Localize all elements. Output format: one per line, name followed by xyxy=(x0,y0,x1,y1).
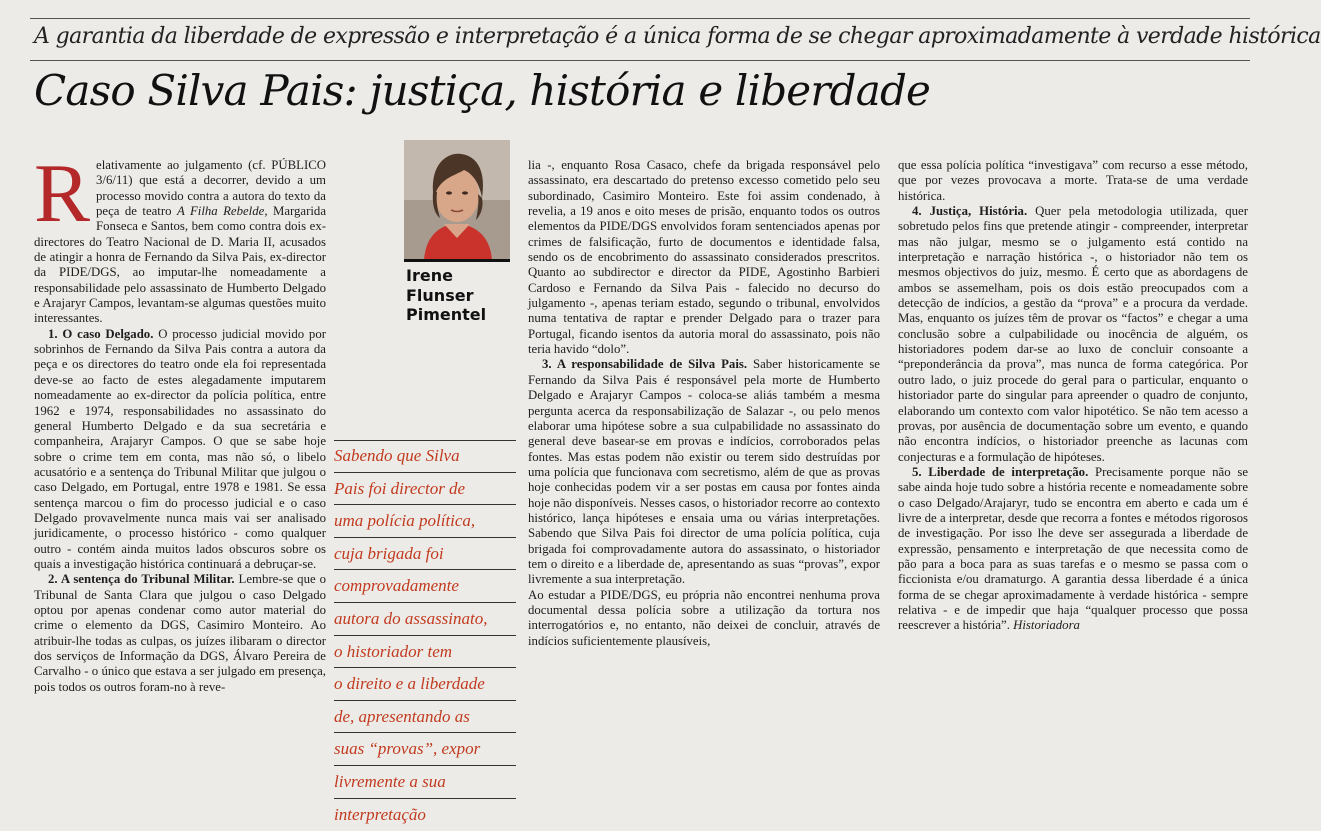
column-2-paragraph-3: Ao estudar a PIDE/DGS, eu própria não encontrei nenhuma prova documental dessa polícia sobre a utilização da tortura nos interrogatórios e, no entanto, não deixei de concluir, através de indícios suficientemente plausíveis, xyxy=(528,587,880,648)
pullquote-line: uma polícia política, xyxy=(334,505,516,538)
pullquote-line: o direito e a liberdade xyxy=(334,668,516,701)
section-1-heading: 1. O caso Delgado. xyxy=(48,326,154,341)
pullquote-line: autora do assassinato, xyxy=(334,603,516,636)
author-byline xyxy=(406,266,516,325)
play-title: A Filha Rebelde xyxy=(176,204,265,219)
dropcap: R xyxy=(34,147,91,240)
pullquote xyxy=(334,440,516,830)
pullquote-line: o historiador tem xyxy=(334,636,516,669)
column-1 xyxy=(34,147,327,694)
section-2-heading: 2. A sentença do Tribunal Militar. xyxy=(48,572,235,587)
photo-rule xyxy=(404,259,510,262)
pullquote-line: Sabendo que Silva xyxy=(334,440,516,473)
author-photo xyxy=(404,140,510,260)
pullquote-line: de, apresentando as xyxy=(334,701,516,734)
section-4-heading: 4. Justiça, História. xyxy=(912,204,1028,219)
pullquote-line: Pais foi director de xyxy=(334,473,516,506)
section-5-heading: 5. Liberdade de interpretação. xyxy=(912,464,1089,479)
column-2 xyxy=(528,158,880,758)
headline: Caso Silva Pais: justiça, história e liberdade xyxy=(34,66,931,115)
section-3-heading: 3. A responsabilidade de Silva Pais. xyxy=(542,357,748,372)
pullquote-line: suas “provas”, expor xyxy=(334,733,516,766)
pullquote-line: cuja brigada foi xyxy=(334,538,516,571)
pullquote-line: comprovadamente xyxy=(334,570,516,603)
author-signoff: Historiadora xyxy=(1013,618,1080,633)
column-3 xyxy=(898,158,1248,758)
section-1: 1. O caso Delgado. O processo judicial movido por sobrinhos de Fernando da Silva Pais contra a autora da peça e os directores do teatro onde ela foi representada deve-se ao facto de estes alegadamente imputarem nomeadamente ao ex-director da polícia política, entre 1962 e 1974, responsabilidades no assassinato do general Humberto Delgado e da sua secretária e companheira, Arajaryr Campos. O que se sabe hoje sobre o crime tem em conta, mas não só, o libelo acusatório e a sentença do Tribunal Militar que julgou o caso Delgado, em Portugal, entre 1978 e 1981. Se essa sentença marcou o fim do processo judicial e o caso Delgado provavelmente nunca mais vai ser analisado juridicamente, o processo histórico - como qualquer outro - contém ainda muitos lados obscuros sobre os quais a investigação histórica continuará a debruçar-se. xyxy=(34,326,326,571)
kicker: A garantia da liberdade de expressão e interpretação é a única forma de se chegar aproximadamente à verdade histórica xyxy=(34,24,1321,49)
column-2-paragraph-1: lia -, enquanto Rosa Casaco, chefe da brigada responsável pelo assassinato, era descartado do pretenso excesso cometido pelo seu subordinado, Casimiro Monteiro. Este foi assim condenado, à revelia, a 19 anos e oito meses de prisão, enquanto todos os outros elementos da PIDE/DGS envolvidos foram sentenciados apenas por crimes de falsificação, furto de documentos e identidade falsa, sendo os de encobrimento do assassinato considerados prescritos. Quanto ao subdirector e director da PIDE, Agostinho Barbieri Cardoso e Fernando da Silva Pais - falecido no decurso do julgamento -, apenas teriam estado, segundo o tribunal, envolvidos numa tentativa de raptar e prender Delgado para o trazer para Portugal, ficando isentos da autoria moral do assassinato, pois não teria havido “dolo”. xyxy=(528,158,880,357)
section-3: 3. A responsabilidade de Silva Pais. Saber historicamente se Fernando da Silva Pais é responsável pela morte de Humberto Delgado e Arajaryr Campos - coloca-se aliás também a mesma pergunta acerca da responsabilização de Salazar -, ou pelo menos elaborar uma hipótese sobre a sua culpabilidade no assassinato do general deve basear-se em provas e indícios, corroborados pelas fontes. Mas estas podem não existir ou terem sido destruídas por uma polícia que funcionava com secretismo, além de que as provas hoje conhecidas podem vir a ser postas em causa por fontes ainda hoje não disponíveis. Nesses casos, o historiador recorre ao contexto histórico, lança hipóteses e ensaia uma ou várias interpretações. Sabendo que Silva Pais foi director de uma polícia política, cuja brigada foi comprovadamente autora do assassinato, o historiador tem o direito e a liberdade de, apresentando as suas “provas”, expor livremente a sua interpretação. xyxy=(528,357,880,587)
intro-paragraph: elativamente ao julgamento (cf. PÚBLICO 3/6/11) que está a decorrer, devido a um processo movido contra a autora do texto da peça de teatro A Filha Rebelde, Margarida Fonseca e Santos, bem como contra dois ex-directores do Teatro Nacional de D. Maria II, acusados de atingir a honra de Fernando da Silva Pais, ex-director da PIDE/DGS, ao imputar-lhe nomeadamente a responsabilidade pelo assassinato de Humberto Delgado e Arajaryr Campos, levantam-se algumas questões muito interessantes. xyxy=(34,158,327,326)
kicker-rule xyxy=(30,60,1250,61)
author-middle-name: Flunser xyxy=(406,285,474,305)
author-first-name: Irene xyxy=(406,266,453,285)
pullquote-line: interpretação xyxy=(334,804,426,824)
column-3-paragraph-1: que essa polícia política “investigava” com recurso a esse método, que por vezes provocava a morte. Trata-se de uma verdade histórica. xyxy=(898,158,1248,203)
section-4: 4. Justiça, História. Quer pela metodologia utilizada, quer sobretudo pelos fins que pretende atingir - compreender, interpretar mas não julgar, mesmo se o julgamento está contido na interpretação e narração histórica -, o historiador não tem os mesmos objectivos do juiz, mesmo. É certo que as abordagens de ambos se assemelham, pois os dois estão preocupados com a detecção de indícios, a gestão da “prova” e a procura da verdade. Mas, enquanto os juízes têm de provar os “factos” e chegar a uma conclusão sobre a culpabilidade ou inocência de alguém, os historiadores podem dar-se ao luxo de concluir consoante a “preponderância da prova”, mas nunca de forma categórica. Por outro lado, o juiz procede do geral para o particular, enquanto o historiador parte do singular para apreender o quadro de conjunto, elaborando um contexto com valor hipotético. Se não tem acesso a provas, por ausência de documentação sobre um evento, e quando não encontra indícios, o historiador preenche as lacunas com conjecturas e a formulação de hipóteses. xyxy=(898,204,1249,464)
top-rule xyxy=(30,18,1250,19)
author-last-name: Pimentel xyxy=(406,305,487,324)
pullquote-line: livremente a sua xyxy=(334,766,516,799)
section-2: 2. A sentença do Tribunal Militar. Lembre-se que o Tribunal de Santa Clara que julgou o caso Delgado optou por apenas condenar como autor material do crime o elemento da DGS, Casimiro Monteiro. Ao atribuir-lhe todas as culpas, os juízes ilibaram o director dos serviços de Informação da DGS, Álvaro Pereira de Carvalho - o único que estava a ser julgado em presença, pois todos os outros foram-no à reve- xyxy=(34,572,326,694)
section-5: 5. Liberdade de interpretação. Precisamente porque não se sabe ainda hoje tudo sobre a história recente e nomeadamente sobre o caso Delgado/Arajaryr, tudo se encontra em aberto e cada um é livre de a interpretar, desde que recorra a fontes e métodos rigorosos de investigação. Por isso lhe deve ser assegurada a liberdade de expressão, pensamento e interpretação de que necessita como de pão para a boca para as suas tarefas e o mesmo se passa com o ficcionista e/ou dramaturgo. A garantia dessa liberdade é a única forma de se chegar aproximadamente à verdade histórica - sempre relativa - e de impedir que haja “qualquer processo que possa reescrever a história”. Historiadora xyxy=(898,464,1248,633)
